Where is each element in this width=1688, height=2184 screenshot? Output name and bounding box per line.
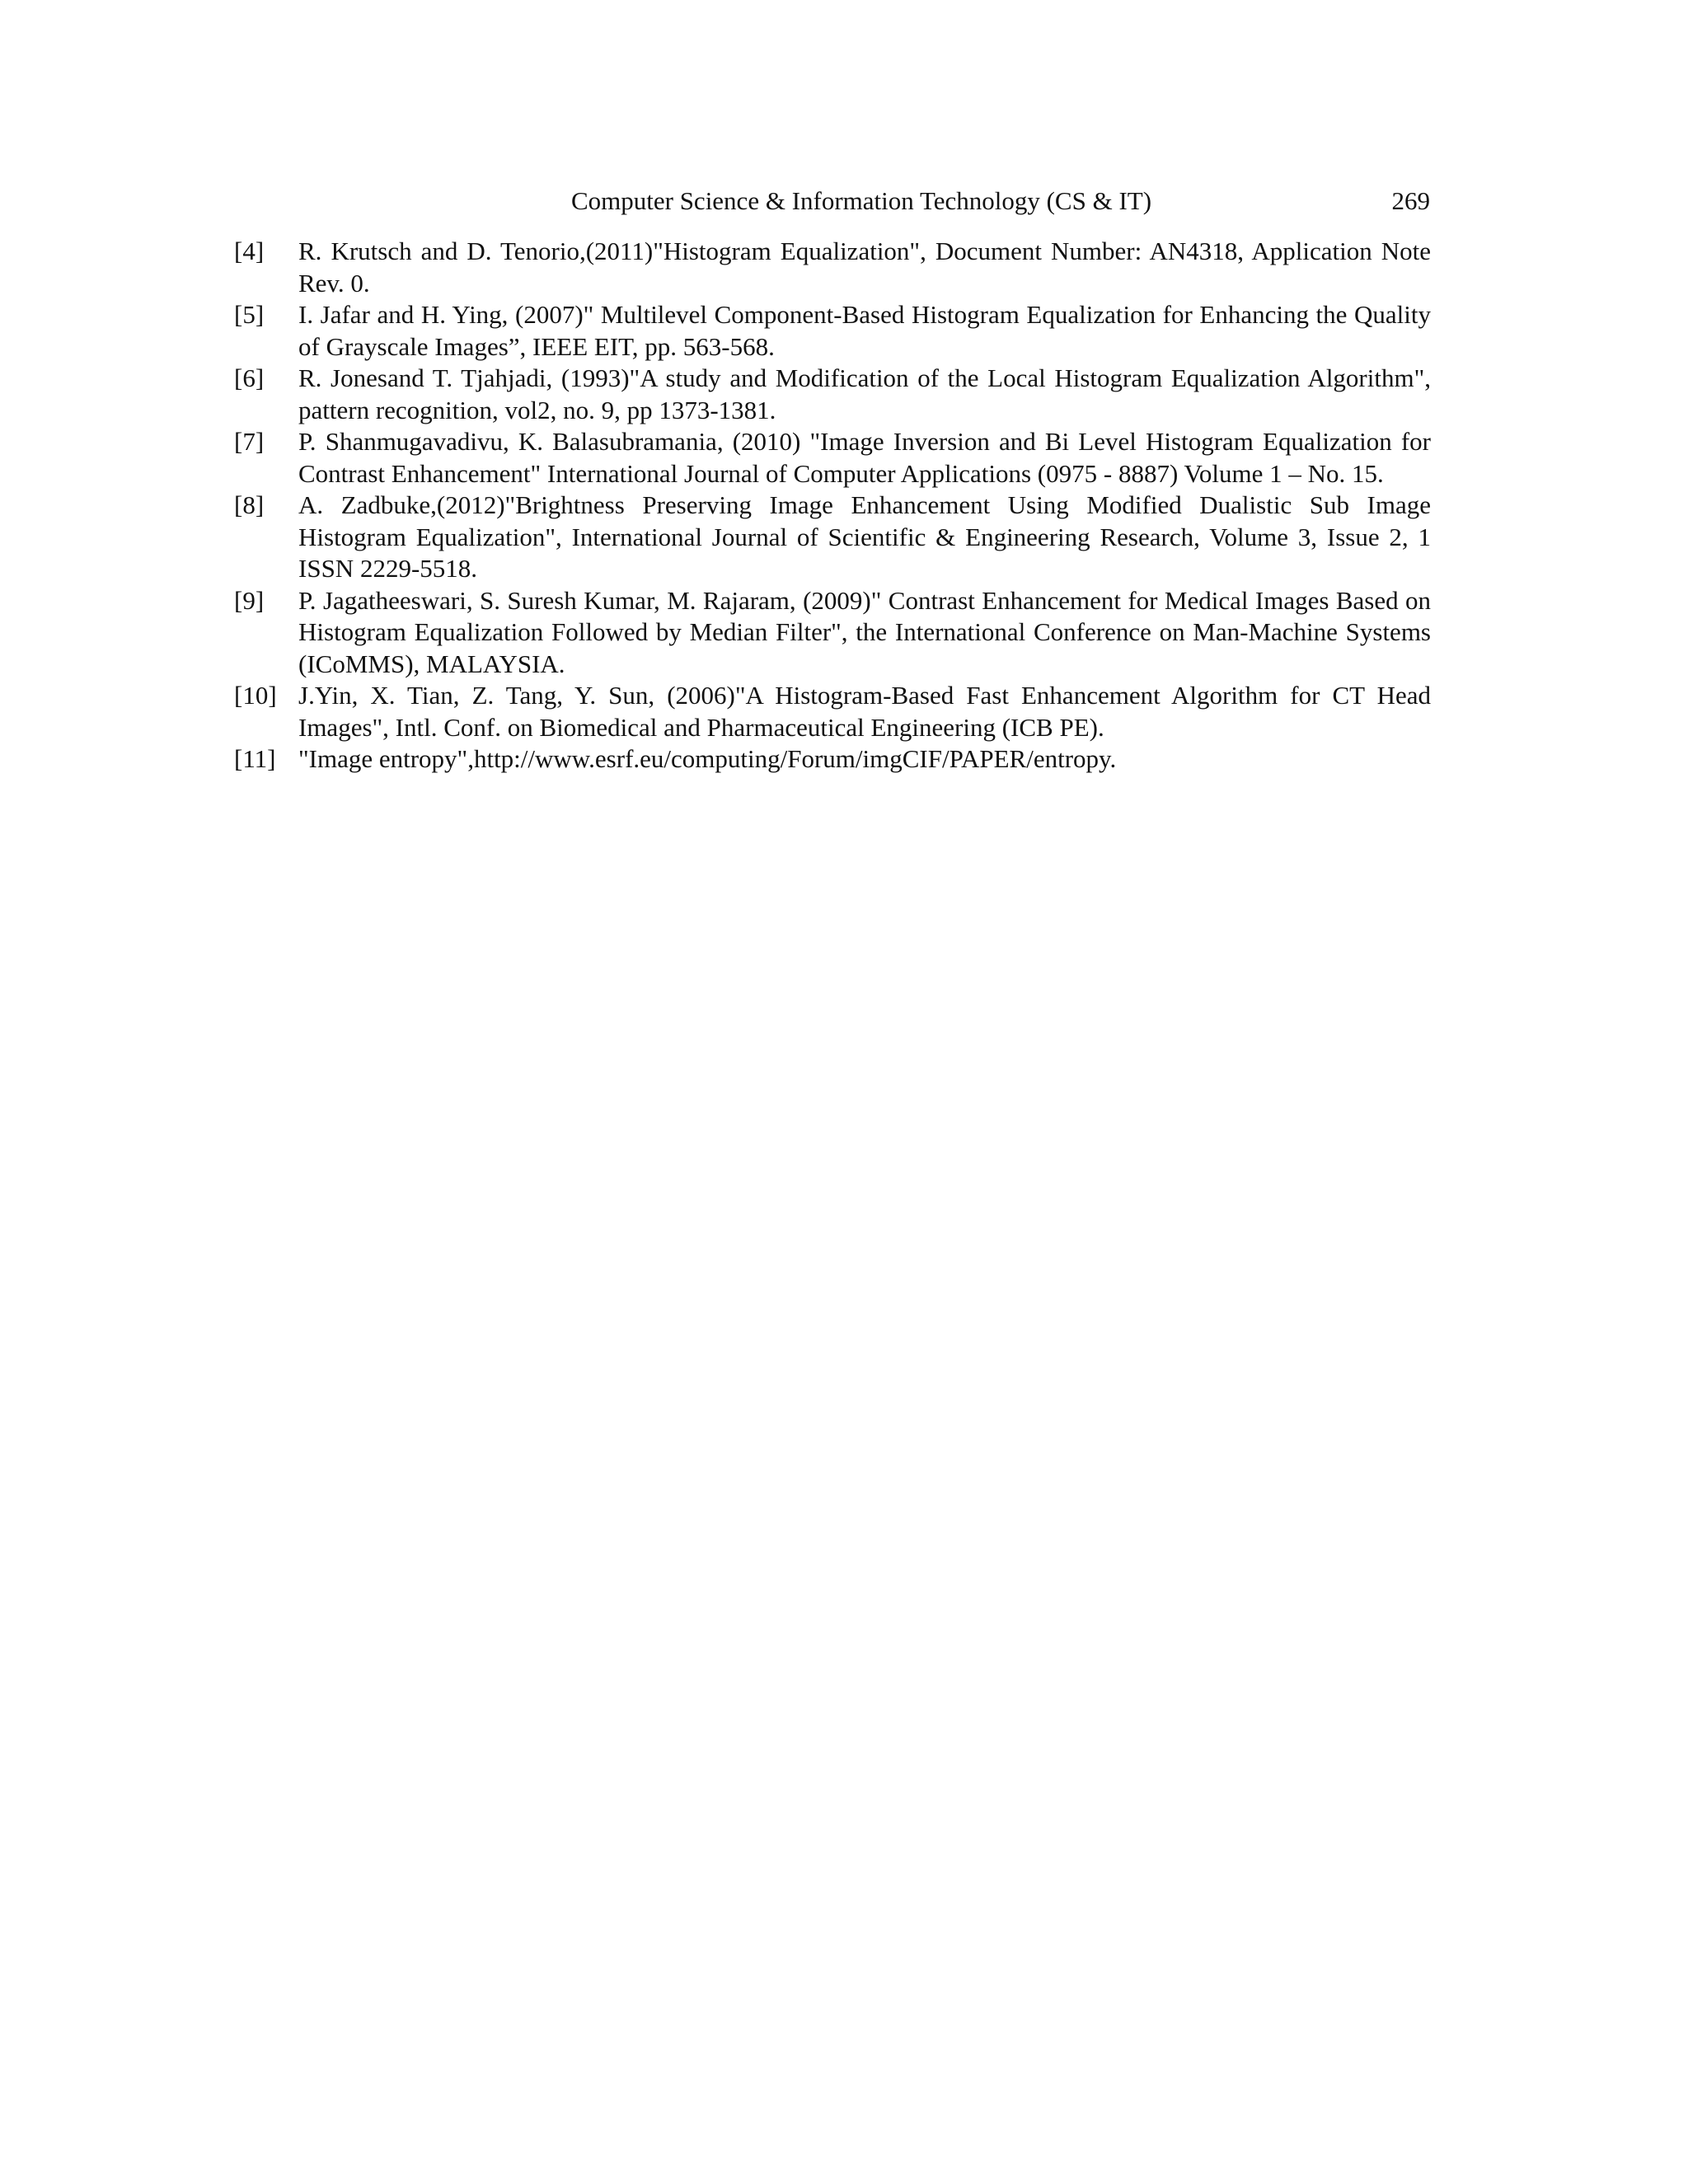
reference-item (234, 680, 1431, 743)
reference-text: "Image entropy",http://www.esrf.eu/computing/Forum/imgCIF/PAPER/entropy. (298, 744, 1117, 773)
reference-item (234, 585, 1431, 681)
reference-text: I. Jafar and H. Ying, (2007)" Multilevel Component-Based Histogram Equalization for Enhancing the Quality of Grayscale Images”, IEEE EIT, pp. 563-568. (298, 300, 1431, 361)
reference-item (234, 490, 1431, 585)
journal-title: Computer Science & Information Technology (CS & IT) (570, 186, 1152, 215)
reference-number: [6] (234, 363, 265, 392)
reference-text: R. Jonesand T. Tjahjadi, (1993)"A study and Modification of the Local Histogram Equalization Algorithm", pattern recognition, vol2, no. 9, pp 1373-1381. (298, 363, 1431, 424)
reference-number: [5] (234, 300, 265, 329)
reference-item (234, 236, 1431, 299)
reference-item (234, 299, 1431, 363)
reference-number: [9] (234, 585, 265, 615)
reference-item (234, 426, 1431, 490)
reference-item (234, 743, 1431, 776)
reference-item (234, 363, 1431, 426)
reference-text: R. Krutsch and D. Tenorio,(2011)"Histogram Equalization", Document Number: AN4318, Application Note Rev. 0. (298, 237, 1431, 298)
page-number: 269 (1391, 186, 1430, 215)
reference-number: [7] (234, 427, 265, 456)
reference-number: [4] (234, 237, 265, 265)
reference-number: [10] (234, 681, 277, 710)
reference-number: [11] (234, 744, 276, 773)
reference-list (234, 236, 1431, 776)
running-header (293, 183, 1430, 219)
reference-text: P. Shanmugavadivu, K. Balasubramania, (2010) "Image Inversion and Bi Level Histogram Equalization for Contrast Enhancement" International Journal of Computer Applications (0975 - 8887) Volume 1 – No. 15. (298, 427, 1431, 488)
reference-text: J.Yin, X. Tian, Z. Tang, Y. Sun, (2006)"A Histogram-Based Fast Enhancement Algorithm for CT Head Images", Intl. Conf. on Biomedical and Pharmaceutical Engineering (ICB PE). (298, 681, 1431, 742)
reference-number: [8] (234, 490, 265, 519)
reference-text: P. Jagatheeswari, S. Suresh Kumar, M. Rajaram, (2009)" Contrast Enhancement for Medical Images Based on Histogram Equalization Followed by Median Filter", the International Conference on Man-Machine Systems (ICoMMS), MALAYSIA. (298, 585, 1431, 678)
reference-text: A. Zadbuke,(2012)"Brightness Preserving Image Enhancement Using Modified Dualistic Sub Image Histogram Equalization", International Journal of Scientific & Engineering Research, Volume 3, Issue 2, 1 ISSN 2229-5518. (298, 490, 1431, 583)
